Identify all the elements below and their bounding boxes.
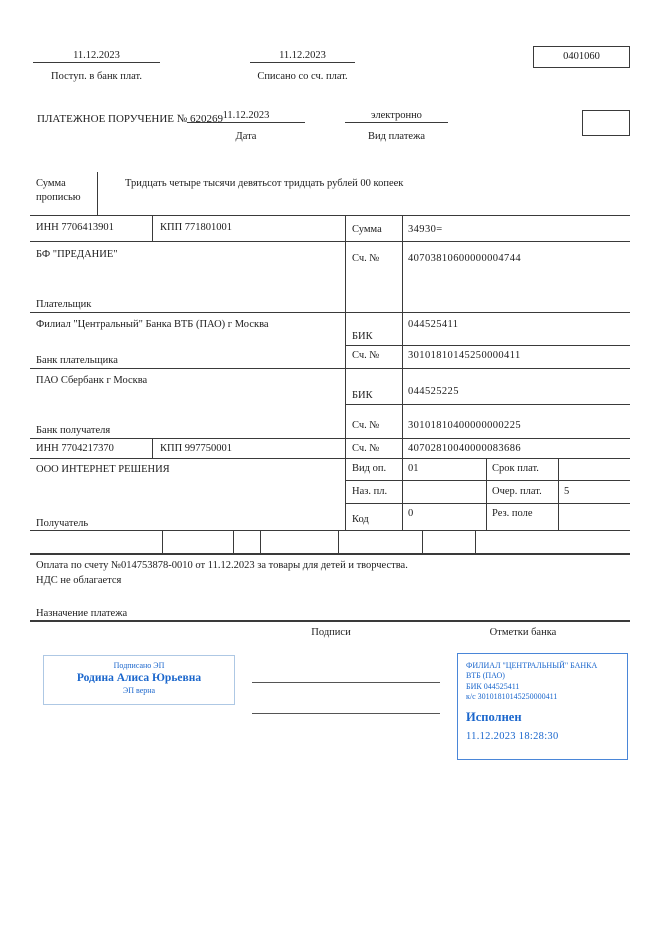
bank-stamp-datetime: 11.12.2023 18:28:30 [466,730,559,742]
signatures-label: Подписи [311,627,351,638]
esignature-name: Родина Алиса Юрьевна [76,672,202,684]
received-date: 11.12.2023 [73,50,120,61]
grid-line [345,404,630,405]
payment-kind: электронно [371,110,422,121]
payer-inn: ИНН 7706413901 [36,222,114,233]
sum-label: Сумма [352,224,382,235]
payee-bank-name: ПАО Сбербанк г Москва [36,375,148,386]
bank-stamp-line1: ФИЛИАЛ "ЦЕНТРАЛЬНЫЙ" БАНКА [466,661,598,670]
payer-bank-bik: 044525411 [408,319,459,330]
grid-line [152,438,153,458]
form-code-box [533,46,630,68]
grid-line [97,172,98,215]
date-label: Дата [235,131,257,142]
payer-bank-account-label: Сч. № [352,350,380,361]
debited-date: 11.12.2023 [279,50,326,61]
kod-value: 0 [408,508,414,519]
payee-account: 40702810040000083686 [408,443,521,454]
payment-kind-field [345,110,448,123]
payee-bank-bik: 044525225 [408,386,459,397]
payer-bank-name: Филиал "Центральный" Банка ВТБ (ПАО) г Москва [36,319,269,330]
payee-bank-account: 30101810400000000225 [408,420,521,431]
payer-bank-account: 30101810145250000411 [408,350,521,361]
payer-bank-label: Банк плательщика [36,355,118,366]
rez-pole-label: Рез. поле [492,508,533,519]
grid-line [345,503,630,504]
naz-pl-label: Наз. пл. [352,486,388,497]
cell-divider [338,530,339,553]
signature-line-1 [252,682,440,683]
payer-name: БФ "ПРЕДАНИЕ" [36,249,118,260]
payee-account-label: Сч. № [352,443,380,454]
received-date-field [33,50,160,63]
signature-line-2 [252,713,440,714]
document-date-field [187,110,305,123]
debited-date-field [250,50,355,63]
cell-divider [422,530,423,553]
kod-label: Код [352,514,369,525]
esignature-line1: Подписано ЭП [113,661,165,670]
bank-stamp-bik: БИК 044525411 [466,681,520,691]
bank-stamp [457,653,628,760]
cell-divider [475,530,476,553]
grid-line [486,458,487,530]
document-title: ПЛАТЕЖНОЕ ПОРУЧЕНИЕ № 620269 [37,113,224,125]
purpose-line1: Оплата по счету №014753878-0010 от 11.12.2023 за товары для детей и творчества. [36,560,408,571]
grid-line [30,530,630,531]
grid-line [152,215,153,241]
grid-line [30,438,630,439]
vid-op-value: 01 [408,463,419,474]
grid-line [30,368,630,369]
esignature-stamp [43,655,235,705]
purpose-label: Назначение платежа [36,608,128,619]
payee-kpp: КПП 997750001 [160,443,233,454]
received-date-label: Поступ. в банк плат. [51,71,142,82]
ocher-plat-label: Очер. плат. [492,486,542,497]
sum-value: 34930= [408,224,443,235]
payer-label: Плательщик [36,299,92,310]
payer-account: 40703810600000004744 [408,253,521,264]
cell-divider [233,530,234,553]
bank-stamp-corr-account: к/с 30101810145250000411 [466,692,558,702]
grid-line [402,215,403,530]
grid-line [30,215,630,216]
payee-name: ООО ИНТЕРНЕТ РЕШЕНИЯ [36,464,170,475]
form-code: 0401060 [563,51,600,62]
purpose-underline [30,620,630,622]
status-code-box [582,110,630,136]
payer-bank-bik-label: БИК [352,331,373,342]
bank-marks-label: Отметки банка [489,627,557,638]
grid-line [30,458,630,459]
cell-divider [260,530,261,553]
grid-line [345,215,346,530]
esignature-line3: ЭП верна [122,686,156,695]
payee-inn: ИНН 7704217370 [36,443,114,454]
grid-line [30,312,630,313]
payer-kpp: КПП 771801001 [160,222,233,233]
debited-date-label: Списано со сч. плат. [257,71,348,82]
grid-line [30,241,630,242]
payer-account-label: Сч. № [352,253,380,264]
amount-words-value: Тридцать четыре тысячи девятьсот тридцать рублей 00 копеек [125,178,404,189]
grid-line [345,480,630,481]
grid-line [558,458,559,530]
payee-bank-label: Банк получателя [36,425,111,436]
payee-label: Получатель [36,518,89,529]
bank-stamp-line2: ВТБ (ПАО) [466,671,505,681]
payee-bank-bik-label: БИК [352,390,373,401]
amount-words-label: Сумма прописью [36,178,81,204]
ocher-plat-value: 5 [564,486,570,497]
purpose-line2: НДС не облагается [36,575,122,586]
vid-op-label: Вид оп. [352,463,387,474]
cell-divider [162,530,163,553]
grid-line [345,345,630,346]
srok-plat-label: Срок плат. [492,463,539,474]
payee-bank-account-label: Сч. № [352,420,380,431]
document-date: 11.12.2023 [222,110,270,121]
payment-kind-label: Вид платежа [367,131,425,142]
table-bottom-line [30,553,630,555]
bank-stamp-status: Исполнен [466,709,522,724]
